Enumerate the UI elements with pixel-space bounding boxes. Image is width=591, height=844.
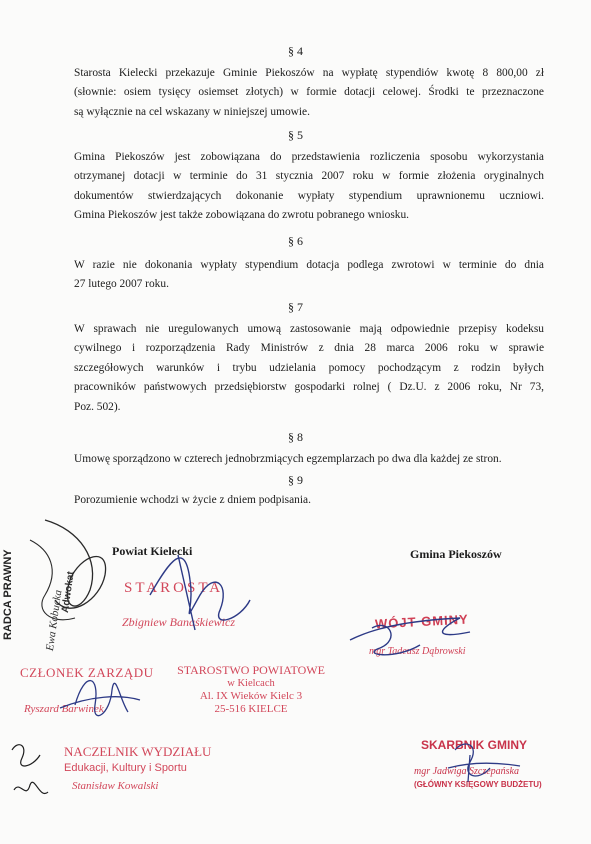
starostwo-line: Al. IX Wieków Kielc 3 xyxy=(199,690,303,702)
section-9-mark: § 9 xyxy=(288,473,303,487)
wojt-signature xyxy=(350,618,470,655)
paragraph-line: cywilnego i rozporządzenia Rady Ministrów z dnia 28 marca 2006 roku w sprawie xyxy=(74,342,544,355)
skarbnik-signature xyxy=(448,744,520,782)
radca-name-stamp: Ewa Kobucka xyxy=(44,589,65,652)
czlonek-zarzadu-stamp: CZŁONEK ZARZĄDU xyxy=(20,665,154,680)
starosta-name: Zbigniew Banaśkiewicz xyxy=(122,615,235,629)
czlonek-signature xyxy=(60,681,140,716)
starosta-stamp: STAROSTA xyxy=(124,580,224,596)
wojt-gminy-stamp: WÓJT GMINY xyxy=(374,611,470,632)
naczelnik-name: Stanisław Kowalski xyxy=(72,780,159,792)
radca-signature xyxy=(45,520,106,608)
section-4-mark: § 4 xyxy=(288,44,303,58)
section-8-paragraph xyxy=(74,450,544,469)
paragraph-line: W razie nie dokonania wypłaty stypendium dotacja podlega zwrotowi w terminie do dnia xyxy=(74,259,544,271)
starostwo-line: STAROSTWO POWIATOWE xyxy=(177,663,325,677)
paragraph-line: Gmina Piekoszów jest także zobowiązana do zwrotu pobranego wniosku. xyxy=(74,209,409,222)
signatures-overlay xyxy=(0,500,591,844)
skarbnik-gminy-stamp: SKARBNIK GMINY xyxy=(421,738,528,752)
party-right-heading: Gmina Piekoszów xyxy=(410,547,502,561)
paragraph-line: Gmina Piekoszów jest zobowiązana do przedstawienia rozliczenia sposobu wykorzystania xyxy=(74,151,544,163)
section-5-mark: § 5 xyxy=(288,128,303,142)
section-4-paragraph xyxy=(74,64,544,122)
starostwo-line: 25-516 KIELCE xyxy=(214,703,288,715)
skarbnik-name: mgr Jadwiga Szczepańska xyxy=(414,766,519,777)
czlonek-name: Ryszard Barwinek xyxy=(24,703,104,715)
wojt-name: mgr Tadeusz Dąbrowski xyxy=(369,646,466,657)
section-7-mark: § 7 xyxy=(288,300,303,314)
radca-title-stamp: Adwokat xyxy=(60,570,77,614)
section-8-mark: § 8 xyxy=(288,430,303,444)
paragraph-line: (słownie: osiem tysięcy osiemset złotych) w formie dotacji celowej. Środki te przeznaczone xyxy=(74,86,544,99)
paragraph-line: Starosta Kielecki przekazuje Gminie Piekoszów na wypłatę stypendiów kwotę 8 800,00 zł xyxy=(74,67,544,79)
section-6-paragraph xyxy=(74,256,544,295)
paragraph-line: Poz. 502). xyxy=(74,400,121,413)
paragraph-line: Porozumienie wchodzi w życie z dniem podpisania. xyxy=(74,494,311,506)
naczelnik-line: NACZELNIK WYDZIAŁU xyxy=(64,744,212,759)
naczelnik-line: Edukacji, Kultury i Sportu xyxy=(64,762,187,774)
section-5-paragraph xyxy=(74,148,544,226)
paragraph-line: szczegółowych warunków i trybu udzielania pomocy pochodzącym z rodzin byłych xyxy=(74,361,544,374)
paragraph-line: otrzymanej dotacji w terminie do 31 stycznia 2007 roku w formie złożenia oryginalnych xyxy=(74,170,544,183)
paragraph-line: 27 lutego 2007 roku. xyxy=(74,278,169,291)
naczelnik-signature xyxy=(12,745,48,794)
starostwo-line: w Kielcach xyxy=(227,678,275,689)
party-left-heading: Powiat Kielecki xyxy=(112,544,193,558)
paragraph-line: Umowę sporządzono w czterech jednobrzmiących egzemplarzach po dwa dla każdej ze stron. xyxy=(74,453,502,465)
section-6-mark: § 6 xyxy=(288,234,303,248)
starosta-signature xyxy=(150,555,250,630)
skarbnik-title: (GŁÓWNY KSIĘGOWY BUDŻETU) xyxy=(414,780,542,789)
paragraph-line: W sprawach nie uregulowanych umową zastosowanie mają odpowiednie przepisy kodeksu xyxy=(74,323,544,335)
paragraph-line: są wyłącznie na cel wskazany w niniejszej umowie. xyxy=(74,105,310,118)
radca-prawny-stamp: RADCA PRAWNY xyxy=(2,549,14,640)
section-7-paragraph xyxy=(74,320,544,417)
paragraph-line: dokumentów stwierdzających dokonanie wypłaty stypendium uprawnionemu uczniowi. xyxy=(74,189,544,202)
paragraph-line: pracowników państwowych przedsiębiorstw gospodarki rolnej ( Dz.U. z 2006 roku, Nr 73, xyxy=(74,381,544,394)
